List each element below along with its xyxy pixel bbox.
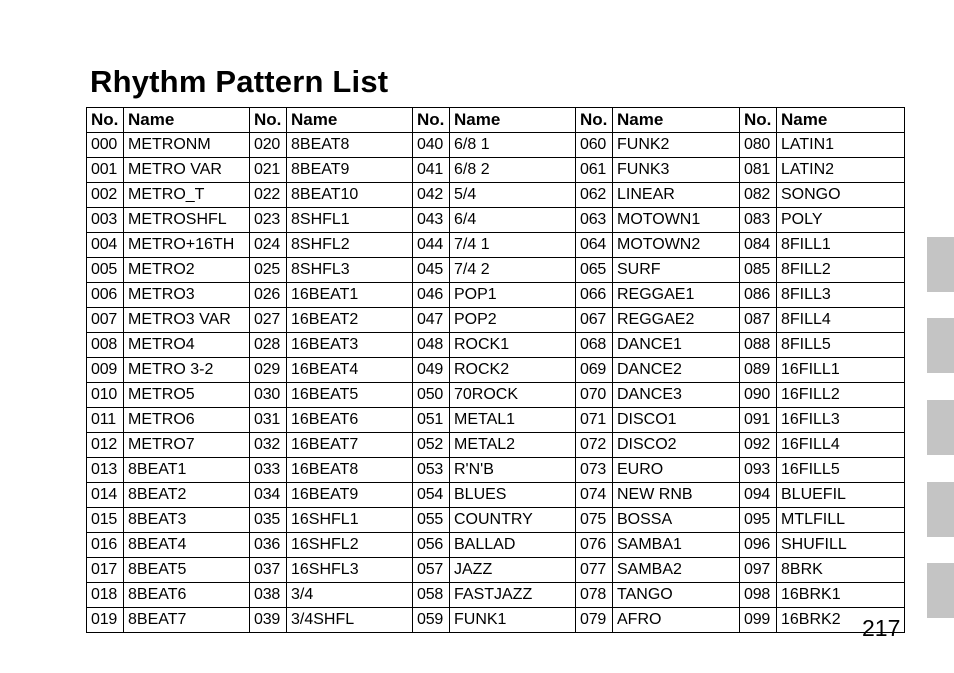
table-row [87,508,905,533]
pattern-name-cell: SAMBA1 [613,533,740,558]
pattern-number-cell: 024 [250,233,287,258]
pattern-name-cell: 16SHFL3 [287,558,413,583]
pattern-name-cell: LATIN2 [777,158,905,183]
pattern-number-cell: 047 [413,308,450,333]
pattern-number-cell: 018 [87,583,124,608]
table-row [87,483,905,508]
pattern-name-cell: 8BEAT3 [124,508,250,533]
pattern-name-cell: METAL2 [450,433,576,458]
pattern-name-cell: POLY [777,208,905,233]
pattern-name-cell: 8FILL5 [777,333,905,358]
pattern-name-cell: 16BEAT5 [287,383,413,408]
pattern-name-cell: DISCO2 [613,433,740,458]
pattern-name-cell: TANGO [613,583,740,608]
pattern-number-cell: 037 [250,558,287,583]
pattern-name-cell: METRONM [124,133,250,158]
pattern-name-cell: AFRO [613,608,740,633]
pattern-name-cell: MOTOWN2 [613,233,740,258]
pattern-name-cell: METRO_T [124,183,250,208]
pattern-name-cell: MTLFILL [777,508,905,533]
pattern-number-cell: 058 [413,583,450,608]
pattern-number-cell: 065 [576,258,613,283]
pattern-name-cell: METRO2 [124,258,250,283]
pattern-name-cell: 8BEAT8 [287,133,413,158]
pattern-number-cell: 031 [250,408,287,433]
pattern-name-cell: 8FILL2 [777,258,905,283]
pattern-number-cell: 064 [576,233,613,258]
pattern-name-cell: MOTOWN1 [613,208,740,233]
pattern-number-cell: 027 [250,308,287,333]
pattern-name-cell: 8SHFL3 [287,258,413,283]
pattern-number-cell: 090 [740,383,777,408]
pattern-number-cell: 007 [87,308,124,333]
pattern-name-cell: ROCK1 [450,333,576,358]
pattern-name-cell: 6/8 1 [450,133,576,158]
pattern-name-cell: 16FILL3 [777,408,905,433]
column-header-name: Name [287,108,413,133]
pattern-number-cell: 010 [87,383,124,408]
side-index-tab [927,482,954,537]
pattern-name-cell: POP1 [450,283,576,308]
pattern-name-cell: 16FILL1 [777,358,905,383]
pattern-name-cell: 3/4SHFL [287,608,413,633]
pattern-number-cell: 004 [87,233,124,258]
pattern-number-cell: 069 [576,358,613,383]
pattern-number-cell: 081 [740,158,777,183]
pattern-name-cell: 6/4 [450,208,576,233]
pattern-name-cell: 16BEAT4 [287,358,413,383]
pattern-number-cell: 026 [250,283,287,308]
pattern-name-cell: DANCE1 [613,333,740,358]
pattern-number-cell: 084 [740,233,777,258]
pattern-number-cell: 072 [576,433,613,458]
pattern-name-cell: 70ROCK [450,383,576,408]
pattern-number-cell: 021 [250,158,287,183]
pattern-number-cell: 099 [740,608,777,633]
pattern-name-cell: METRO 3-2 [124,358,250,383]
pattern-name-cell: SURF [613,258,740,283]
pattern-name-cell: BLUES [450,483,576,508]
pattern-name-cell: BALLAD [450,533,576,558]
pattern-name-cell: 16BEAT7 [287,433,413,458]
side-index-tab [927,400,954,455]
pattern-name-cell: FUNK1 [450,608,576,633]
pattern-name-cell: 8BEAT1 [124,458,250,483]
pattern-name-cell: 16FILL2 [777,383,905,408]
pattern-number-cell: 079 [576,608,613,633]
pattern-name-cell: METRO7 [124,433,250,458]
pattern-name-cell: SAMBA2 [613,558,740,583]
table-row [87,333,905,358]
pattern-name-cell: COUNTRY [450,508,576,533]
pattern-number-cell: 093 [740,458,777,483]
pattern-number-cell: 057 [413,558,450,583]
pattern-name-cell: POP2 [450,308,576,333]
table-row [87,558,905,583]
pattern-number-cell: 043 [413,208,450,233]
pattern-name-cell: 16FILL4 [777,433,905,458]
pattern-name-cell: REGGAE2 [613,308,740,333]
table-row [87,258,905,283]
pattern-number-cell: 013 [87,458,124,483]
pattern-name-cell: 8BEAT10 [287,183,413,208]
pattern-name-cell: 8BEAT9 [287,158,413,183]
table-row [87,233,905,258]
pattern-number-cell: 019 [87,608,124,633]
pattern-name-cell: FUNK3 [613,158,740,183]
pattern-name-cell: 16SHFL1 [287,508,413,533]
pattern-number-cell: 014 [87,483,124,508]
pattern-number-cell: 097 [740,558,777,583]
pattern-number-cell: 059 [413,608,450,633]
pattern-name-cell: 8SHFL1 [287,208,413,233]
pattern-name-cell: BOSSA [613,508,740,533]
pattern-number-cell: 038 [250,583,287,608]
pattern-number-cell: 078 [576,583,613,608]
column-header-name: Name [777,108,905,133]
pattern-number-cell: 062 [576,183,613,208]
pattern-number-cell: 044 [413,233,450,258]
table-row [87,608,905,633]
pattern-number-cell: 074 [576,483,613,508]
pattern-number-cell: 066 [576,283,613,308]
table-row [87,358,905,383]
column-header-no: No. [250,108,287,133]
pattern-name-cell: METRO4 [124,333,250,358]
pattern-name-cell: 3/4 [287,583,413,608]
pattern-name-cell: 5/4 [450,183,576,208]
table-row [87,308,905,333]
pattern-name-cell: 16FILL5 [777,458,905,483]
pattern-number-cell: 073 [576,458,613,483]
pattern-number-cell: 023 [250,208,287,233]
pattern-number-cell: 003 [87,208,124,233]
pattern-number-cell: 020 [250,133,287,158]
column-header-name: Name [450,108,576,133]
page-title: Rhythm Pattern List [90,64,389,99]
pattern-number-cell: 094 [740,483,777,508]
pattern-number-cell: 087 [740,308,777,333]
table-row [87,408,905,433]
pattern-name-cell: 16BEAT9 [287,483,413,508]
pattern-name-cell: 8FILL3 [777,283,905,308]
pattern-number-cell: 002 [87,183,124,208]
pattern-number-cell: 046 [413,283,450,308]
pattern-number-cell: 098 [740,583,777,608]
table-row [87,383,905,408]
pattern-name-cell: EURO [613,458,740,483]
pattern-name-cell: REGGAE1 [613,283,740,308]
pattern-name-cell: METRO6 [124,408,250,433]
pattern-name-cell: FASTJAZZ [450,583,576,608]
pattern-name-cell: 16BEAT2 [287,308,413,333]
pattern-name-cell: 8FILL4 [777,308,905,333]
table-row [87,183,905,208]
pattern-number-cell: 089 [740,358,777,383]
pattern-name-cell: NEW RNB [613,483,740,508]
pattern-number-cell: 054 [413,483,450,508]
column-header-name: Name [613,108,740,133]
column-header-no: No. [413,108,450,133]
pattern-number-cell: 042 [413,183,450,208]
pattern-number-cell: 091 [740,408,777,433]
pattern-number-cell: 032 [250,433,287,458]
pattern-name-cell: 16BRK2 [777,608,905,633]
pattern-number-cell: 088 [740,333,777,358]
column-header-no: No. [87,108,124,133]
pattern-number-cell: 095 [740,508,777,533]
pattern-number-cell: 039 [250,608,287,633]
pattern-number-cell: 061 [576,158,613,183]
table-row [87,458,905,483]
side-index-tab [927,237,954,292]
pattern-name-cell: 6/8 2 [450,158,576,183]
pattern-number-cell: 028 [250,333,287,358]
pattern-number-cell: 006 [87,283,124,308]
pattern-number-cell: 092 [740,433,777,458]
table-body [87,133,905,633]
table-row [87,583,905,608]
pattern-number-cell: 017 [87,558,124,583]
pattern-name-cell: LINEAR [613,183,740,208]
pattern-number-cell: 068 [576,333,613,358]
table-row [87,533,905,558]
pattern-name-cell: 16BRK1 [777,583,905,608]
pattern-name-cell: JAZZ [450,558,576,583]
pattern-number-cell: 080 [740,133,777,158]
pattern-name-cell: R'N'B [450,458,576,483]
table-row [87,158,905,183]
pattern-number-cell: 022 [250,183,287,208]
pattern-number-cell: 000 [87,133,124,158]
pattern-name-cell: 16SHFL2 [287,533,413,558]
side-index-tab [927,318,954,373]
pattern-name-cell: SONGO [777,183,905,208]
pattern-number-cell: 063 [576,208,613,233]
pattern-number-cell: 071 [576,408,613,433]
pattern-number-cell: 008 [87,333,124,358]
pattern-number-cell: 012 [87,433,124,458]
pattern-name-cell: FUNK2 [613,133,740,158]
pattern-number-cell: 011 [87,408,124,433]
table-row [87,208,905,233]
pattern-number-cell: 025 [250,258,287,283]
pattern-name-cell: 8BEAT4 [124,533,250,558]
pattern-name-cell: METRO3 VAR [124,308,250,333]
pattern-name-cell: 16BEAT3 [287,333,413,358]
pattern-number-cell: 009 [87,358,124,383]
pattern-name-cell: 8SHFL2 [287,233,413,258]
page-number: 217 [862,615,901,641]
column-header-name: Name [124,108,250,133]
pattern-number-cell: 041 [413,158,450,183]
table-row [87,433,905,458]
pattern-number-cell: 001 [87,158,124,183]
pattern-name-cell: DANCE2 [613,358,740,383]
pattern-number-cell: 033 [250,458,287,483]
pattern-number-cell: 015 [87,508,124,533]
pattern-number-cell: 034 [250,483,287,508]
pattern-name-cell: METAL1 [450,408,576,433]
pattern-number-cell: 077 [576,558,613,583]
pattern-name-cell: METRO3 [124,283,250,308]
pattern-name-cell: DANCE3 [613,383,740,408]
pattern-name-cell: LATIN1 [777,133,905,158]
pattern-name-cell: 8FILL1 [777,233,905,258]
table-row [87,283,905,308]
pattern-name-cell: 8BEAT6 [124,583,250,608]
pattern-number-cell: 076 [576,533,613,558]
pattern-number-cell: 029 [250,358,287,383]
pattern-name-cell: 16BEAT6 [287,408,413,433]
table-header-row [87,108,905,133]
pattern-number-cell: 051 [413,408,450,433]
pattern-number-cell: 083 [740,208,777,233]
pattern-name-cell: METRO5 [124,383,250,408]
pattern-number-cell: 035 [250,508,287,533]
pattern-number-cell: 096 [740,533,777,558]
pattern-name-cell: 16BEAT1 [287,283,413,308]
pattern-number-cell: 030 [250,383,287,408]
table-row [87,133,905,158]
pattern-number-cell: 005 [87,258,124,283]
pattern-number-cell: 040 [413,133,450,158]
pattern-name-cell: METRO VAR [124,158,250,183]
pattern-number-cell: 050 [413,383,450,408]
column-header-no: No. [740,108,777,133]
pattern-name-cell: 8BEAT5 [124,558,250,583]
pattern-name-cell: 7/4 1 [450,233,576,258]
side-index-tab [927,563,954,618]
pattern-name-cell: 16BEAT8 [287,458,413,483]
pattern-number-cell: 049 [413,358,450,383]
pattern-number-cell: 070 [576,383,613,408]
pattern-number-cell: 056 [413,533,450,558]
pattern-number-cell: 052 [413,433,450,458]
column-header-no: No. [576,108,613,133]
pattern-number-cell: 053 [413,458,450,483]
pattern-name-cell: SHUFILL [777,533,905,558]
pattern-number-cell: 016 [87,533,124,558]
pattern-number-cell: 036 [250,533,287,558]
pattern-name-cell: 8BEAT2 [124,483,250,508]
pattern-name-cell: METROSHFL [124,208,250,233]
pattern-name-cell: 8BRK [777,558,905,583]
pattern-number-cell: 048 [413,333,450,358]
pattern-name-cell: ROCK2 [450,358,576,383]
pattern-name-cell: METRO+16TH [124,233,250,258]
pattern-name-cell: 7/4 2 [450,258,576,283]
pattern-number-cell: 075 [576,508,613,533]
pattern-number-cell: 055 [413,508,450,533]
pattern-number-cell: 086 [740,283,777,308]
pattern-number-cell: 085 [740,258,777,283]
pattern-number-cell: 067 [576,308,613,333]
pattern-number-cell: 045 [413,258,450,283]
pattern-number-cell: 060 [576,133,613,158]
pattern-name-cell: DISCO1 [613,408,740,433]
rhythm-pattern-table [86,107,905,633]
pattern-name-cell: BLUEFIL [777,483,905,508]
pattern-name-cell: 8BEAT7 [124,608,250,633]
pattern-number-cell: 082 [740,183,777,208]
